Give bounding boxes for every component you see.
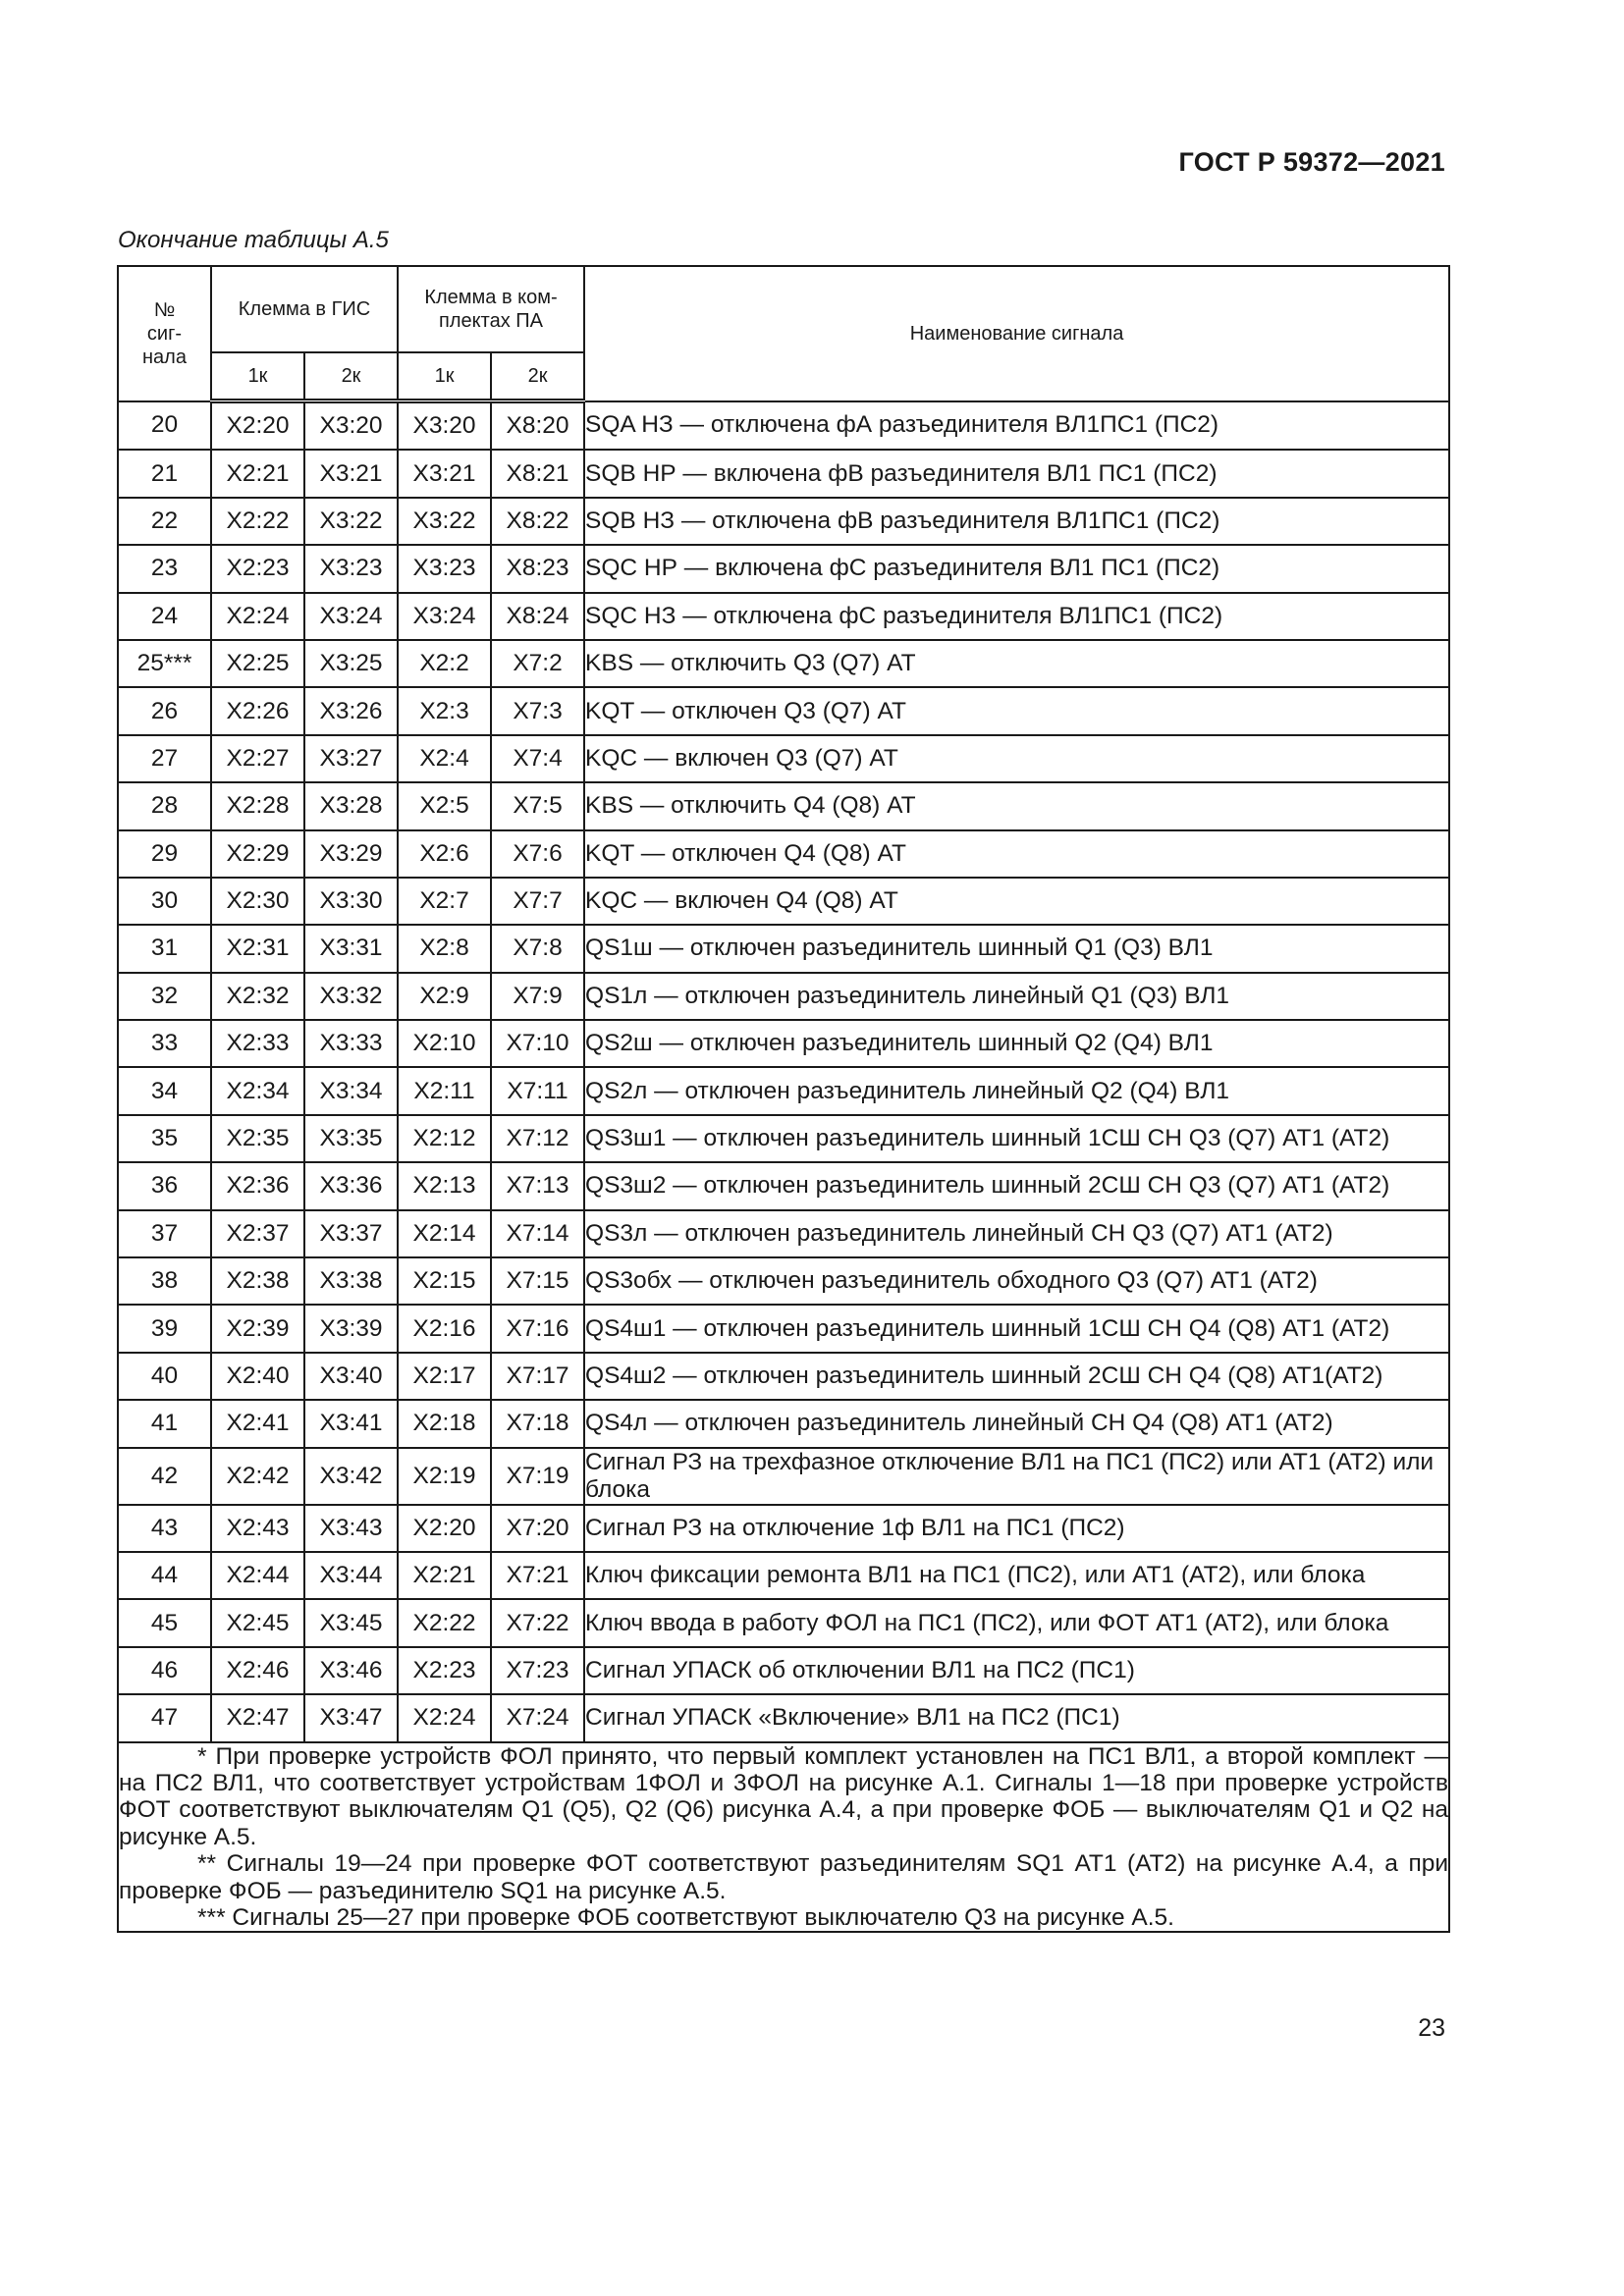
cell-signal-number: 37 xyxy=(118,1210,211,1257)
cell-pa-1k: X2:24 xyxy=(398,1694,491,1741)
cell-gis-1k: X2:43 xyxy=(211,1505,304,1552)
cell-signal-number: 42 xyxy=(118,1448,211,1505)
cell-pa-2k: X7:17 xyxy=(491,1353,584,1400)
cell-gis-1k: X2:32 xyxy=(211,973,304,1020)
cell-pa-1k: X2:3 xyxy=(398,687,491,734)
document-code: ГОСТ Р 59372—2021 xyxy=(1178,147,1445,177)
cell-pa-1k: X2:21 xyxy=(398,1552,491,1599)
cell-signal-name: QS2ш — отключен разъединитель шинный Q2 (Q4) ВЛ1 xyxy=(584,1020,1449,1067)
cell-gis-2k: X3:33 xyxy=(304,1020,398,1067)
table-row xyxy=(118,640,1449,687)
cell-pa-2k: X7:13 xyxy=(491,1162,584,1209)
cell-signal-name: QS4ш2 — отключен разъединитель шинный 2СШ СН Q4 (Q8) АТ1(АТ2) xyxy=(584,1353,1449,1400)
table-row xyxy=(118,735,1449,782)
cell-pa-1k: X2:14 xyxy=(398,1210,491,1257)
cell-pa-1k: X3:21 xyxy=(398,450,491,497)
cell-gis-2k: X3:28 xyxy=(304,782,398,829)
cell-signal-number: 25*** xyxy=(118,640,211,687)
cell-gis-2k: X3:44 xyxy=(304,1552,398,1599)
cell-gis-1k: X2:31 xyxy=(211,925,304,972)
cell-gis-1k: X2:35 xyxy=(211,1115,304,1162)
cell-pa-1k: X2:22 xyxy=(398,1599,491,1646)
table-row xyxy=(118,1647,1449,1694)
cell-gis-1k: X2:28 xyxy=(211,782,304,829)
table-row xyxy=(118,878,1449,925)
cell-pa-2k: X8:21 xyxy=(491,450,584,497)
table-row xyxy=(118,1067,1449,1114)
table-row xyxy=(118,498,1449,545)
cell-pa-2k: X7:16 xyxy=(491,1305,584,1352)
table-row xyxy=(118,973,1449,1020)
cell-signal-name: QS4л — отключен разъединитель линейный СН Q4 (Q8) АТ1 (АТ2) xyxy=(584,1400,1449,1447)
cell-gis-1k: X2:45 xyxy=(211,1599,304,1646)
table-row xyxy=(118,1257,1449,1305)
table-caption: Окончание таблицы А.5 xyxy=(118,227,389,253)
cell-signal-name: Ключ фиксации ремонта ВЛ1 на ПС1 (ПС2), или АТ1 (АТ2), или блока xyxy=(584,1552,1449,1599)
cell-gis-1k: X2:40 xyxy=(211,1353,304,1400)
cell-pa-2k: X7:18 xyxy=(491,1400,584,1447)
cell-signal-number: 20 xyxy=(118,401,211,451)
cell-pa-1k: X2:10 xyxy=(398,1020,491,1067)
cell-pa-2k: X7:12 xyxy=(491,1115,584,1162)
page-number: 23 xyxy=(1418,2014,1445,2042)
cell-gis-2k: X3:43 xyxy=(304,1505,398,1552)
cell-gis-1k: X2:38 xyxy=(211,1257,304,1305)
cell-signal-name: Ключ ввода в работу ФОЛ на ПС1 (ПС2), или ФОТ АТ1 (АТ2), или блока xyxy=(584,1599,1449,1646)
cell-pa-1k: X2:18 xyxy=(398,1400,491,1447)
cell-gis-2k: X3:31 xyxy=(304,925,398,972)
header-pa-1k: 1к xyxy=(398,352,491,401)
cell-gis-2k: X3:24 xyxy=(304,593,398,640)
cell-signal-name: KBS — отключить Q3 (Q7) АТ xyxy=(584,640,1449,687)
cell-pa-2k: X7:23 xyxy=(491,1647,584,1694)
table-row xyxy=(118,1552,1449,1599)
table-row xyxy=(118,782,1449,829)
cell-pa-2k: X7:15 xyxy=(491,1257,584,1305)
cell-pa-1k: X2:15 xyxy=(398,1257,491,1305)
note-3: *** Сигналы 25—27 при проверке ФОБ соответствуют выключателю Q3 на рисунке А.5. xyxy=(197,1903,1174,1931)
cell-pa-2k: X8:22 xyxy=(491,498,584,545)
cell-signal-number: 34 xyxy=(118,1067,211,1114)
cell-signal-number: 35 xyxy=(118,1115,211,1162)
table-row xyxy=(118,593,1449,640)
cell-signal-number: 47 xyxy=(118,1694,211,1741)
cell-gis-1k: X2:34 xyxy=(211,1067,304,1114)
cell-pa-1k: X2:20 xyxy=(398,1505,491,1552)
cell-signal-name: QS3ш1 — отключен разъединитель шинный 1СШ СН Q3 (Q7) АТ1 (АТ2) xyxy=(584,1115,1449,1162)
cell-pa-2k: X7:9 xyxy=(491,973,584,1020)
cell-pa-1k: X2:12 xyxy=(398,1115,491,1162)
cell-gis-2k: X3:27 xyxy=(304,735,398,782)
header-signal-number: № сиг- нала xyxy=(118,266,211,401)
cell-pa-2k: X7:21 xyxy=(491,1552,584,1599)
cell-gis-2k: X3:32 xyxy=(304,973,398,1020)
cell-gis-1k: X2:46 xyxy=(211,1647,304,1694)
cell-gis-2k: X3:25 xyxy=(304,640,398,687)
cell-pa-1k: X2:8 xyxy=(398,925,491,972)
cell-signal-name: KBS — отключить Q4 (Q8) АТ xyxy=(584,782,1449,829)
cell-signal-number: 27 xyxy=(118,735,211,782)
header-gis-1k: 1к xyxy=(211,352,304,401)
cell-gis-2k: X3:30 xyxy=(304,878,398,925)
table-row xyxy=(118,925,1449,972)
cell-pa-1k: X2:19 xyxy=(398,1448,491,1505)
cell-gis-1k: X2:39 xyxy=(211,1305,304,1352)
cell-gis-1k: X2:20 xyxy=(211,401,304,451)
cell-gis-1k: X2:37 xyxy=(211,1210,304,1257)
cell-gis-2k: X3:38 xyxy=(304,1257,398,1305)
cell-pa-1k: X3:23 xyxy=(398,545,491,592)
cell-gis-2k: X3:22 xyxy=(304,498,398,545)
header-signal-name: Наименование сигнала xyxy=(584,266,1449,401)
cell-signal-name: QS1л — отключен разъединитель линейный Q1 (Q3) ВЛ1 xyxy=(584,973,1449,1020)
cell-gis-1k: X2:42 xyxy=(211,1448,304,1505)
cell-pa-2k: X8:24 xyxy=(491,593,584,640)
cell-signal-number: 39 xyxy=(118,1305,211,1352)
cell-gis-2k: X3:21 xyxy=(304,450,398,497)
cell-gis-2k: X3:37 xyxy=(304,1210,398,1257)
cell-gis-1k: X2:33 xyxy=(211,1020,304,1067)
cell-pa-1k: X3:20 xyxy=(398,401,491,451)
cell-gis-1k: X2:23 xyxy=(211,545,304,592)
cell-pa-2k: X7:2 xyxy=(491,640,584,687)
cell-pa-1k: X2:13 xyxy=(398,1162,491,1209)
cell-gis-2k: X3:45 xyxy=(304,1599,398,1646)
cell-pa-2k: X7:22 xyxy=(491,1599,584,1646)
cell-signal-name: QS3ш2 — отключен разъединитель шинный 2СШ СН Q3 (Q7) АТ1 (АТ2) xyxy=(584,1162,1449,1209)
cell-signal-name: Сигнал УПАСК «Включение» ВЛ1 на ПС2 (ПС1) xyxy=(584,1694,1449,1741)
cell-signal-name: QS4ш1 — отключен разъединитель шинный 1СШ СН Q4 (Q8) АТ1 (АТ2) xyxy=(584,1305,1449,1352)
cell-pa-1k: X2:23 xyxy=(398,1647,491,1694)
cell-signal-number: 43 xyxy=(118,1505,211,1552)
table-row xyxy=(118,450,1449,497)
cell-gis-2k: X3:23 xyxy=(304,545,398,592)
cell-signal-name: SQA НЗ — отключена фА разъединителя ВЛ1ПС1 (ПС2) xyxy=(584,401,1449,451)
cell-signal-number: 28 xyxy=(118,782,211,829)
cell-signal-name: QS3обх — отключен разъединитель обходного Q3 (Q7) АТ1 (АТ2) xyxy=(584,1257,1449,1305)
cell-signal-number: 30 xyxy=(118,878,211,925)
table-row xyxy=(118,401,1449,451)
cell-signal-number: 40 xyxy=(118,1353,211,1400)
header-gis-2k: 2к xyxy=(304,352,398,401)
cell-signal-number: 29 xyxy=(118,830,211,878)
cell-gis-1k: X2:29 xyxy=(211,830,304,878)
cell-pa-1k: X2:16 xyxy=(398,1305,491,1352)
cell-pa-2k: X7:4 xyxy=(491,735,584,782)
cell-gis-2k: X3:47 xyxy=(304,1694,398,1741)
cell-gis-1k: X2:41 xyxy=(211,1400,304,1447)
cell-pa-1k: X2:4 xyxy=(398,735,491,782)
cell-pa-2k: X7:7 xyxy=(491,878,584,925)
cell-gis-1k: X2:24 xyxy=(211,593,304,640)
table-row xyxy=(118,1448,1449,1505)
cell-gis-2k: X3:26 xyxy=(304,687,398,734)
cell-pa-2k: X8:20 xyxy=(491,401,584,451)
signals-table xyxy=(117,265,1450,1933)
cell-pa-1k: X2:2 xyxy=(398,640,491,687)
cell-pa-1k: X2:9 xyxy=(398,973,491,1020)
cell-pa-2k: X7:19 xyxy=(491,1448,584,1505)
table-row xyxy=(118,830,1449,878)
cell-signal-name: Сигнал РЗ на отключение 1ф ВЛ1 на ПС1 (ПС2) xyxy=(584,1505,1449,1552)
cell-pa-2k: X7:11 xyxy=(491,1067,584,1114)
cell-pa-2k: X7:14 xyxy=(491,1210,584,1257)
cell-gis-1k: X2:44 xyxy=(211,1552,304,1599)
cell-signal-number: 46 xyxy=(118,1647,211,1694)
table-row xyxy=(118,1599,1449,1646)
cell-signal-name: KQT — отключен Q3 (Q7) АТ xyxy=(584,687,1449,734)
cell-gis-2k: X3:36 xyxy=(304,1162,398,1209)
cell-gis-2k: X3:35 xyxy=(304,1115,398,1162)
cell-signal-number: 41 xyxy=(118,1400,211,1447)
cell-pa-2k: X7:8 xyxy=(491,925,584,972)
cell-gis-1k: X2:21 xyxy=(211,450,304,497)
cell-pa-1k: X3:22 xyxy=(398,498,491,545)
cell-gis-1k: X2:27 xyxy=(211,735,304,782)
cell-signal-number: 21 xyxy=(118,450,211,497)
cell-signal-number: 45 xyxy=(118,1599,211,1646)
table-row xyxy=(118,1162,1449,1209)
cell-gis-1k: X2:25 xyxy=(211,640,304,687)
cell-gis-2k: X3:40 xyxy=(304,1353,398,1400)
table-row xyxy=(118,1505,1449,1552)
cell-gis-2k: X3:46 xyxy=(304,1647,398,1694)
cell-signal-name: KQC — включен Q3 (Q7) АТ xyxy=(584,735,1449,782)
cell-gis-2k: X3:29 xyxy=(304,830,398,878)
cell-pa-2k: X7:20 xyxy=(491,1505,584,1552)
table-row xyxy=(118,1210,1449,1257)
cell-signal-name: QS3л — отключен разъединитель линейный СН Q3 (Q7) АТ1 (АТ2) xyxy=(584,1210,1449,1257)
cell-pa-1k: X3:24 xyxy=(398,593,491,640)
cell-signal-name: QS1ш — отключен разъединитель шинный Q1 (Q3) ВЛ1 xyxy=(584,925,1449,972)
cell-gis-2k: X3:39 xyxy=(304,1305,398,1352)
cell-signal-number: 26 xyxy=(118,687,211,734)
cell-pa-2k: X7:6 xyxy=(491,830,584,878)
table-row xyxy=(118,1305,1449,1352)
table-row xyxy=(118,1694,1449,1741)
cell-signal-number: 44 xyxy=(118,1552,211,1599)
cell-pa-1k: X2:5 xyxy=(398,782,491,829)
cell-signal-number: 31 xyxy=(118,925,211,972)
header-terminal-gis: Клемма в ГИС xyxy=(211,266,398,352)
cell-signal-number: 23 xyxy=(118,545,211,592)
cell-pa-1k: X2:11 xyxy=(398,1067,491,1114)
cell-signal-number: 32 xyxy=(118,973,211,1020)
cell-signal-name: SQB НР — включена фВ разъединителя ВЛ1 ПС1 (ПС2) xyxy=(584,450,1449,497)
table-row xyxy=(118,687,1449,734)
cell-signal-name: SQC НЗ — отключена фС разъединителя ВЛ1ПС1 (ПС2) xyxy=(584,593,1449,640)
table-row xyxy=(118,1115,1449,1162)
cell-pa-1k: X2:6 xyxy=(398,830,491,878)
cell-pa-1k: X2:7 xyxy=(398,878,491,925)
header-terminal-pa: Клемма в ком- плектах ПА xyxy=(398,266,584,352)
cell-signal-number: 38 xyxy=(118,1257,211,1305)
cell-signal-name: SQC НР — включена фС разъединителя ВЛ1 ПС1 (ПС2) xyxy=(584,545,1449,592)
cell-gis-2k: X3:20 xyxy=(304,401,398,451)
cell-gis-2k: X3:41 xyxy=(304,1400,398,1447)
header-pa-2k: 2к xyxy=(491,352,584,401)
cell-gis-1k: X2:22 xyxy=(211,498,304,545)
table-row xyxy=(118,1353,1449,1400)
cell-gis-1k: X2:30 xyxy=(211,878,304,925)
cell-signal-name: Сигнал УПАСК об отключении ВЛ1 на ПС2 (ПС1) xyxy=(584,1647,1449,1694)
cell-pa-2k: X7:5 xyxy=(491,782,584,829)
cell-signal-number: 22 xyxy=(118,498,211,545)
cell-pa-2k: X7:3 xyxy=(491,687,584,734)
table-row xyxy=(118,1400,1449,1447)
table-notes xyxy=(118,1742,1449,1933)
table-row xyxy=(118,1020,1449,1067)
cell-signal-name: SQB НЗ — отключена фВ разъединителя ВЛ1ПС1 (ПС2) xyxy=(584,498,1449,545)
cell-signal-number: 24 xyxy=(118,593,211,640)
cell-signal-name: Сигнал РЗ на трехфазное отключение ВЛ1 на ПС1 (ПС2) или АТ1 (АТ2) или блока xyxy=(584,1448,1449,1505)
cell-pa-1k: X2:17 xyxy=(398,1353,491,1400)
cell-gis-1k: X2:47 xyxy=(211,1694,304,1741)
cell-gis-2k: X3:34 xyxy=(304,1067,398,1114)
cell-pa-2k: X8:23 xyxy=(491,545,584,592)
cell-signal-name: KQT — отключен Q4 (Q8) АТ xyxy=(584,830,1449,878)
cell-gis-1k: X2:26 xyxy=(211,687,304,734)
table-row xyxy=(118,545,1449,592)
cell-pa-2k: X7:10 xyxy=(491,1020,584,1067)
cell-signal-name: KQC — включен Q4 (Q8) АТ xyxy=(584,878,1449,925)
cell-signal-number: 33 xyxy=(118,1020,211,1067)
note-2: ** Сигналы 19—24 при проверке ФОТ соответствуют разъединителям SQ1 АТ1 (АТ2) на рисунке А.4, а при проверке ФОБ — разъединителю SQ1 на рисунке А.5. xyxy=(119,1850,1449,1904)
cell-signal-number: 36 xyxy=(118,1162,211,1209)
cell-gis-2k: X3:42 xyxy=(304,1448,398,1505)
cell-signal-name: QS2л — отключен разъединитель линейный Q2 (Q4) ВЛ1 xyxy=(584,1067,1449,1114)
note-1: * При проверке устройств ФОЛ принято, что первый комплект установлен на ПС1 ВЛ1, а второй комплект — на ПС2 ВЛ1, что соответствует устройствам 1ФОЛ и 3ФОЛ на рисунке А.1. Сигналы 1—18 при проверке устройств ФОТ соответствуют выключателям Q1 (Q5), Q2 (Q6) рисунка А.4, а при проверке ФОБ — выключателям Q1 и Q2 на рисунке А.5. xyxy=(119,1742,1449,1850)
cell-pa-2k: X7:24 xyxy=(491,1694,584,1741)
cell-gis-1k: X2:36 xyxy=(211,1162,304,1209)
